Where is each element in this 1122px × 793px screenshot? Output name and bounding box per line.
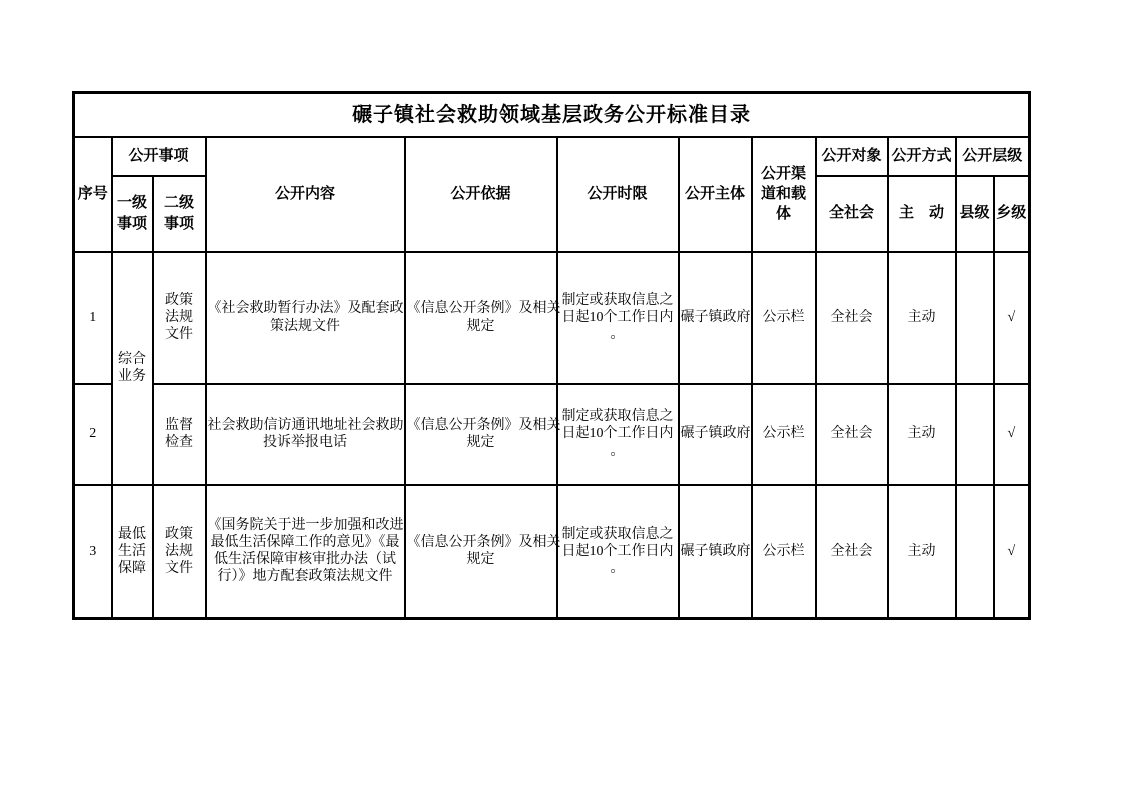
- cell-content: 社会救助信访通讯地址社会救助 投诉举报电话: [206, 384, 405, 485]
- disclosure-standards-table: [72, 91, 1031, 620]
- header-county: 县级: [956, 176, 994, 252]
- header-matters-group: 公开事项: [112, 137, 206, 176]
- cell-time-limit: 制定或获取信息之 日起10个工作日内 。: [557, 252, 679, 384]
- cell-level1: 综合 业务: [112, 252, 153, 485]
- header-time-limit: 公开时限: [557, 137, 679, 252]
- cell-level2: 政策 法规 文件: [153, 485, 206, 619]
- cell-audience: 全社会: [816, 384, 888, 485]
- cell-subject: 碾子镇政府: [679, 384, 752, 485]
- cell-content: 《国务院关于进一步加强和改进 最低生活保障工作的意见》《最 低生活保障审核审批办法（试 行）》地方配套政策法规文件: [206, 485, 405, 619]
- header-township: 乡级: [994, 176, 1030, 252]
- cell-level2: 政策 法规 文件: [153, 252, 206, 384]
- cell-township-checkmark: √: [994, 485, 1030, 619]
- cell-channel: 公示栏: [752, 485, 816, 619]
- cell-seq: 1: [74, 252, 112, 384]
- header-seq: 序号: [74, 137, 112, 252]
- cell-seq: 3: [74, 485, 112, 619]
- header-channel: 公开渠 道和载 体: [752, 137, 816, 252]
- cell-method: 主动: [888, 485, 956, 619]
- cell-time-limit: 制定或获取信息之 日起10个工作日内 。: [557, 485, 679, 619]
- cell-level1: 最低 生活 保障: [112, 485, 153, 619]
- header-method-group: 公开方式: [888, 137, 956, 176]
- header-method: 主 动: [888, 176, 956, 252]
- cell-audience: 全社会: [816, 485, 888, 619]
- header-level2: 二级 事项: [153, 176, 206, 252]
- cell-basis: 《信息公开条例》及相关 规定: [405, 384, 557, 485]
- table-row: [74, 384, 1030, 485]
- cell-township-checkmark: √: [994, 252, 1030, 384]
- header-audience-group: 公开对象: [816, 137, 888, 176]
- header-level1: 一级 事项: [112, 176, 153, 252]
- cell-content: 《社会救助暂行办法》及配套政 策法规文件: [206, 252, 405, 384]
- cell-subject: 碾子镇政府: [679, 485, 752, 619]
- table-row: [74, 252, 1030, 384]
- title-row: [74, 93, 1030, 137]
- cell-channel: 公示栏: [752, 384, 816, 485]
- cell-county-mark: [956, 252, 994, 384]
- cell-audience: 全社会: [816, 252, 888, 384]
- cell-level2: 监督 检查: [153, 384, 206, 485]
- cell-township-checkmark: √: [994, 384, 1030, 485]
- cell-method: 主动: [888, 252, 956, 384]
- cell-method: 主动: [888, 384, 956, 485]
- header-subject: 公开主体: [679, 137, 752, 252]
- header-content: 公开内容: [206, 137, 405, 252]
- cell-county-mark: [956, 485, 994, 619]
- cell-subject: 碾子镇政府: [679, 252, 752, 384]
- table-row: [74, 485, 1030, 619]
- cell-basis: 《信息公开条例》及相关 规定: [405, 485, 557, 619]
- header-audience: 全社会: [816, 176, 888, 252]
- cell-channel: 公示栏: [752, 252, 816, 384]
- cell-basis: 《信息公开条例》及相关 规定: [405, 252, 557, 384]
- cell-seq: 2: [74, 384, 112, 485]
- header-row-top: [74, 137, 1030, 176]
- cell-county-mark: [956, 384, 994, 485]
- header-basis: 公开依据: [405, 137, 557, 252]
- table-title: 碾子镇社会救助领域基层政务公开标准目录: [74, 93, 1030, 137]
- header-level-group: 公开层级: [956, 137, 1030, 176]
- cell-time-limit: 制定或获取信息之 日起10个工作日内 。: [557, 384, 679, 485]
